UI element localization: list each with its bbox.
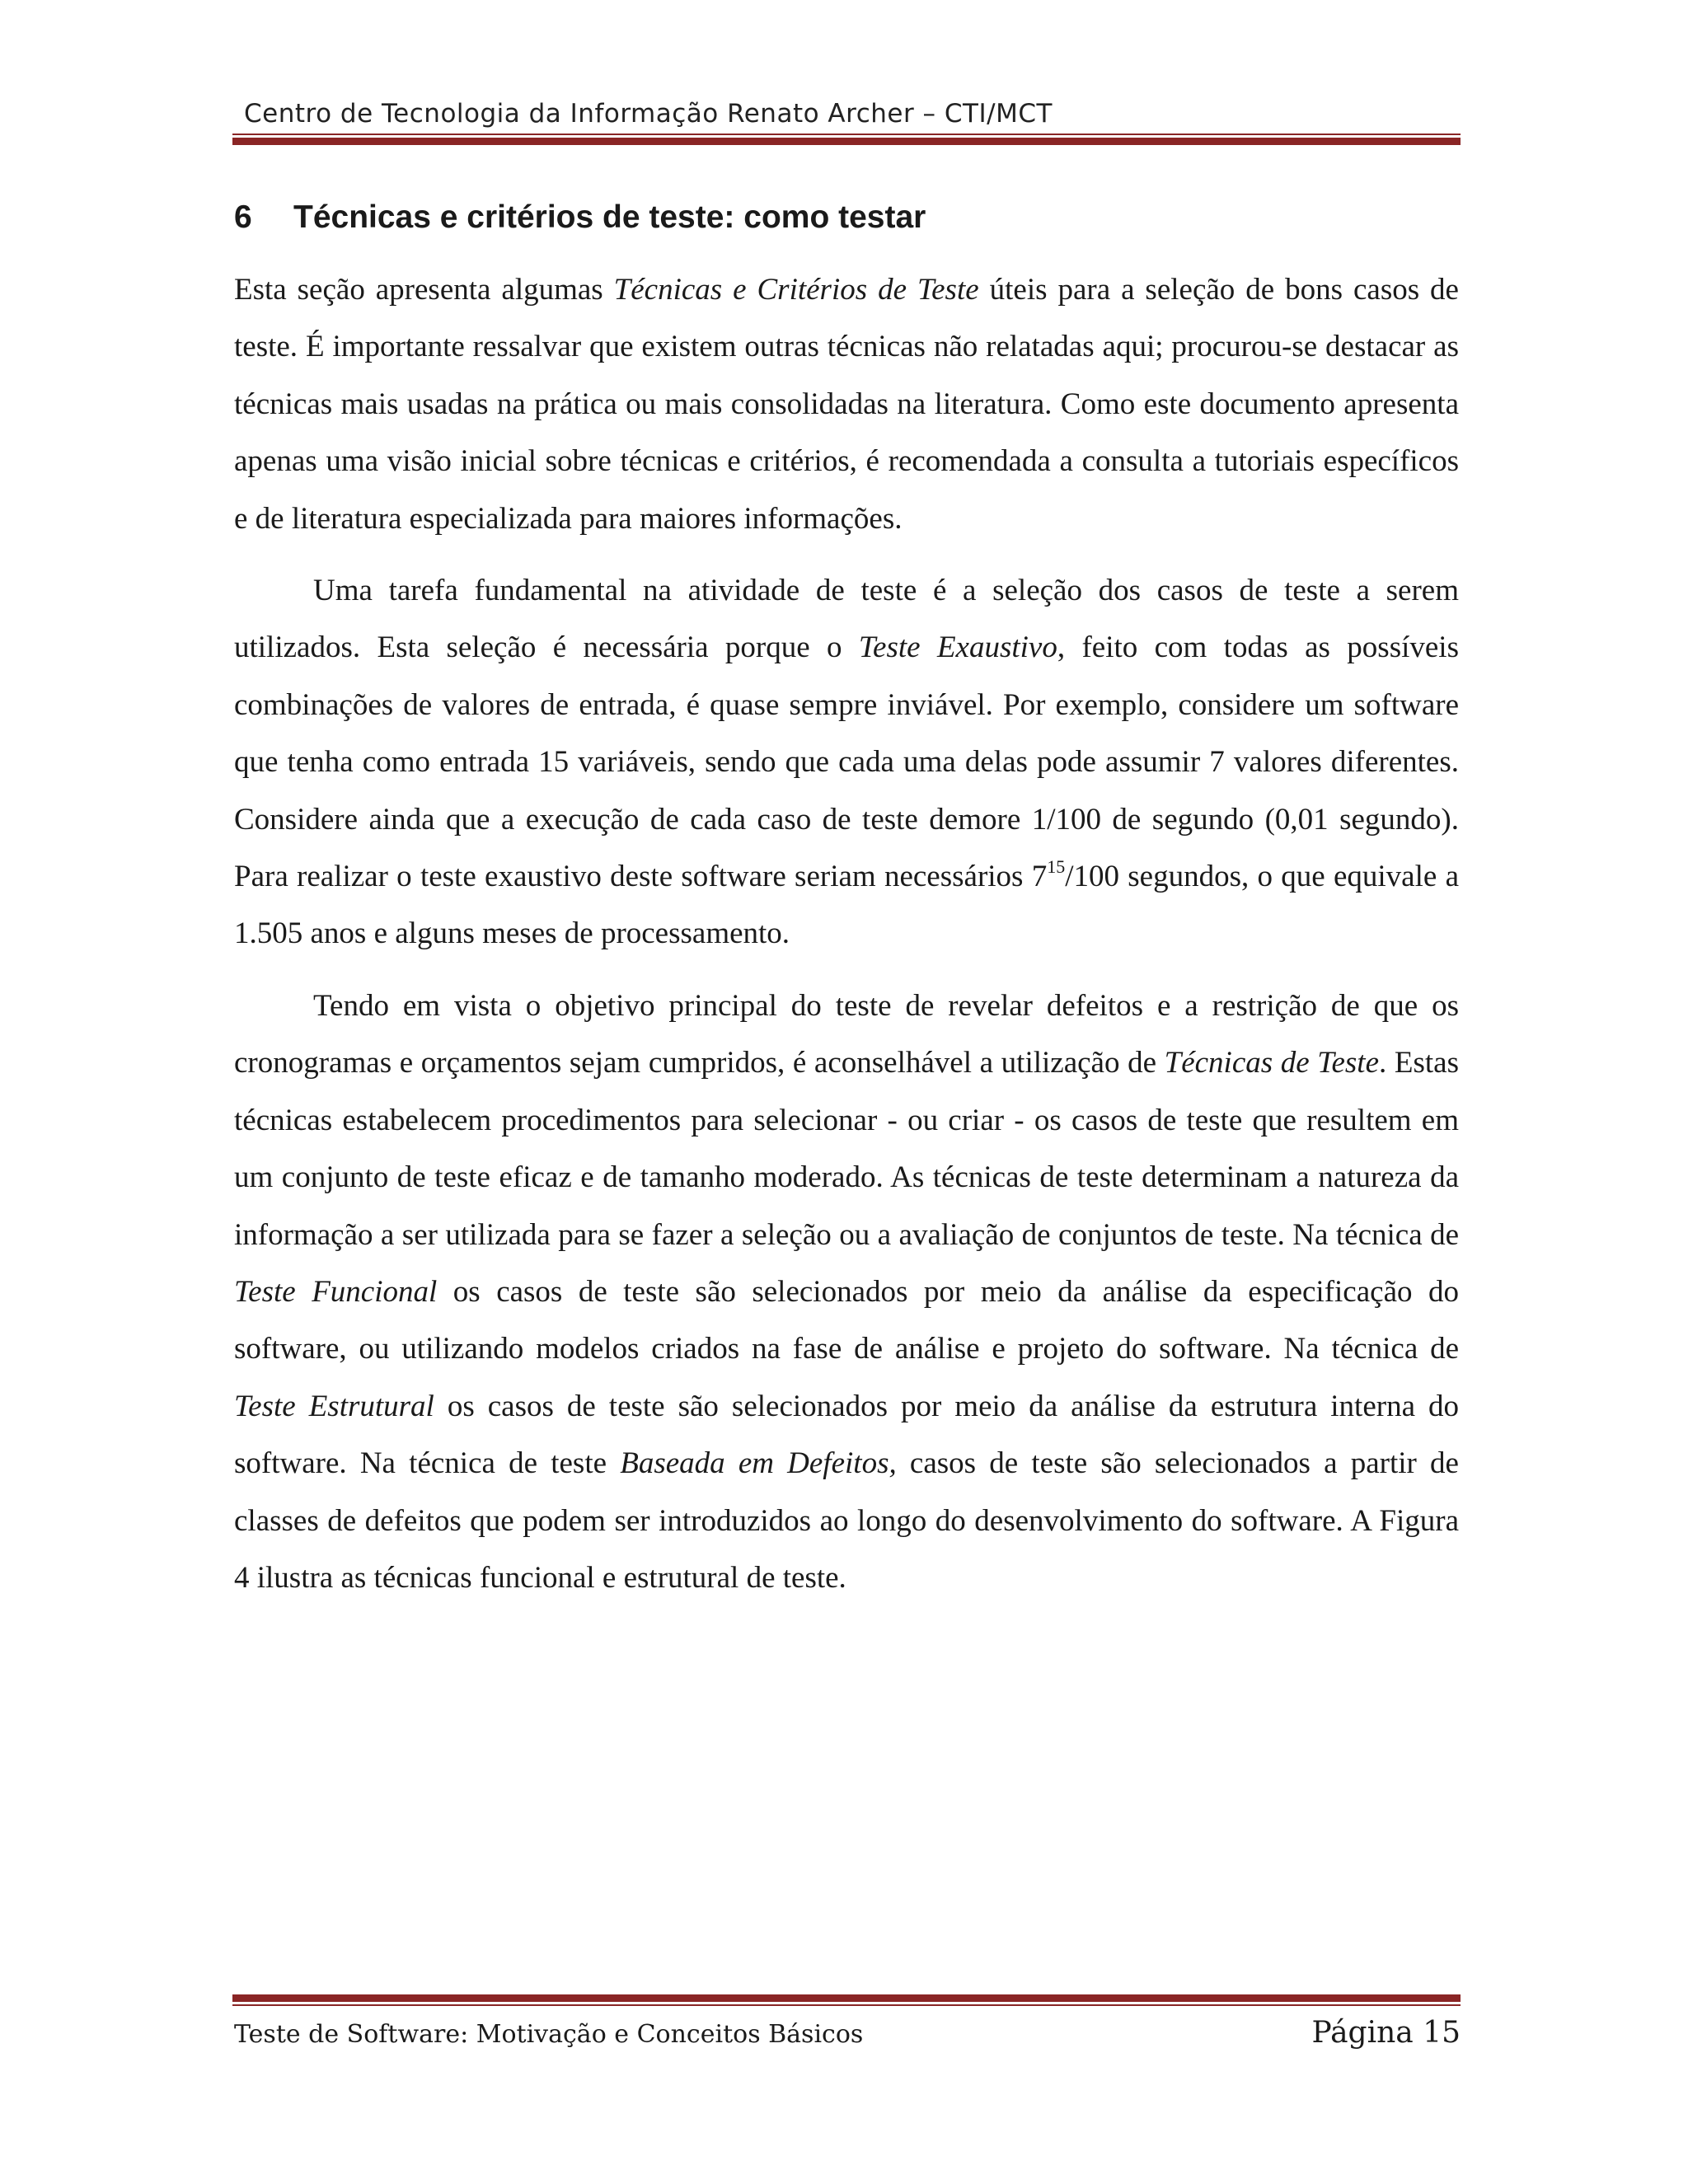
footer-page-number: Página 15: [1311, 2016, 1461, 2050]
paragraph-3-text-a: Tendo em vista o objetivo principal do teste de revelar defeitos e a restrição de que os cronogramas e orçamentos sejam cumpridos, é aconselhável a utilização de: [234, 988, 1459, 1080]
paragraph-3-text-b: . Estas técnicas estabelecem procedimentos para selecionar - ou criar - os casos de teste que resultem em um conjunto de teste eficaz e de tamanho moderado. As técnicas de teste determinam a natureza da informação a ser utilizada para se fazer a seleção ou a avaliação de conjuntos de teste. Na técnica de: [234, 1046, 1459, 1252]
paragraph-1: [234, 261, 1459, 547]
footer-row: [232, 2016, 1461, 2050]
paragraph-1-emphasis-1: Técnicas e Critérios de Teste: [613, 273, 979, 307]
paragraph-3-emphasis-3: Teste Estrutural: [234, 1389, 434, 1423]
paragraph-2-emphasis-1: Teste Exaustivo: [858, 630, 1057, 665]
section-number: 6: [234, 199, 252, 235]
header-rule-thin: [232, 134, 1461, 135]
page-footer: [232, 1994, 1461, 2050]
footer-document-title: Teste de Software: Motivação e Conceitos Básicos: [234, 2020, 864, 2049]
paragraph-1-text-a: Esta seção apresenta algumas: [234, 273, 614, 307]
paragraph-3-text-d: os casos de teste são selecionados por meio da análise da estrutura interna do software. Na técnica de teste: [234, 1389, 1459, 1481]
paragraph-2-text-a: Uma tarefa fundamental na atividade de teste é a seleção dos casos de teste a serem utilizados. Esta seleção é necessária porque o: [234, 574, 1459, 665]
paragraph-3-text-e: casos de teste são selecionados a partir de classes de defeitos que podem ser introduzidos ao longo do desenvolvimento do software. A Figura 4 ilustra as técnicas funcional e estrutural de teste.: [234, 1446, 1459, 1595]
paragraph-2: [234, 562, 1459, 963]
paragraph-2-text-b: , feito com todas as possíveis combinações de valores de entrada, é quase sempre inviável. Por exemplo, considere um software que tenha como entrada 15 variáveis, sendo que cada uma delas pode assumir 7 valores diferentes. Considere ainda que a execução de cada caso de teste demore 1/100 de segundo (0,01 segundo). Para realizar o teste exaustivo deste software seriam necessários 7: [234, 630, 1459, 894]
paragraph-3: [234, 977, 1459, 1606]
paragraph-3-emphasis-4: Baseada em Defeitos,: [620, 1446, 897, 1481]
section-heading: [234, 194, 1462, 241]
paragraph-2-text-c: /100 segundos, o que equivale a 1.505 anos e alguns meses de processamento.: [234, 860, 1460, 951]
footer-rule-thick: [232, 1994, 1461, 2002]
page-header: [232, 97, 1461, 145]
header-rule-thick: [232, 138, 1461, 145]
section-title: Técnicas e critérios de teste: como testar: [293, 199, 926, 235]
paragraph-1-text-b: úteis para a seleção de bons casos de teste. É importante ressalvar que existem outras técnicas não relatadas aqui; procurou-se destacar as técnicas mais usadas na prática ou mais consolidadas na literatura. Como este documento apresenta apenas uma visão inicial sobre técnicas e critérios, é recomendada a consulta a tutoriais específicos e de literatura especializada para maiores informações.: [234, 273, 1459, 536]
body-content: [234, 261, 1459, 1621]
paragraph-3-text-c: os casos de teste são selecionados por meio da análise da especificação do software, ou utilizando modelos criados na fase de análise e projeto do software. Na técnica de: [234, 1274, 1459, 1366]
paragraph-3-emphasis-1: Técnicas de Teste: [1164, 1046, 1380, 1080]
header-title: Centro de Tecnologia da Informação Renato Archer – CTI/MCT: [244, 99, 1053, 129]
paragraph-3-emphasis-2: Teste Funcional: [234, 1274, 438, 1309]
paragraph-2-superscript: 15: [1047, 856, 1066, 878]
footer-rule-thin: [232, 2004, 1461, 2006]
